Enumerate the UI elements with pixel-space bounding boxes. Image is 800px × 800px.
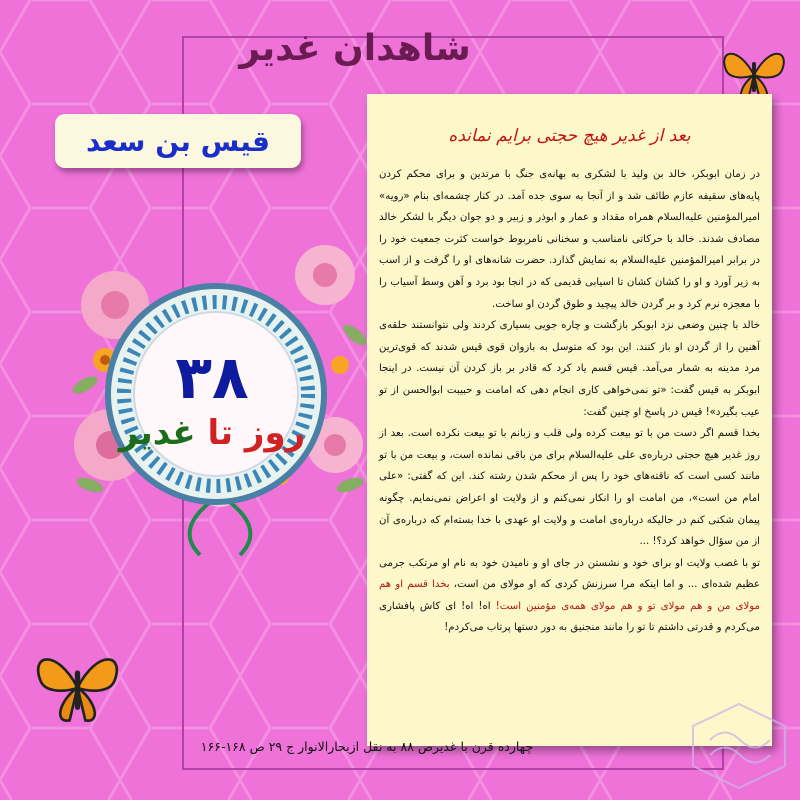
to-word: تا xyxy=(207,413,234,453)
countdown-label xyxy=(119,414,305,452)
page-title: شاهدان غدیر xyxy=(239,28,471,69)
closing-text: اه! اه! ای کاش پافشاری می‌کردم و قدرتی داشتم تا تو را مانند منجنیق به دور دستها پرتاب می‌کردم! xyxy=(379,600,760,634)
person-name-box xyxy=(55,114,301,168)
calligraphy-logo xyxy=(685,700,793,792)
story-paragraph: خالد با چنین وضعی نزد ابوبکر بازگشت و چاره جویی بسیاری کردند ولی نتوانستند حلقه‌ی آهنین را از گردن او باز کنند. این بود که متوسل به بازوان قوی قیس شدند که قوی‌ترین مرد مدینه به شمار می‌آمد. قیس قسم یاد کرد که قادر بر باز کردن آن نیست. در اینجا ابوبکر به قیس گفت: «تو نمی‌خواهی کاری انجام دهی که امامت و حبیبت ابوالحسن از تو عیب بگیرد»! قیس در پاسخ او چنین گفت: xyxy=(379,320,760,418)
story-panel xyxy=(367,94,772,746)
countdown-number: ۳۸ xyxy=(175,343,249,413)
story-paragraph: بخدا قسم اگر دست من با تو بیعت کرده ولی قلب و زبانم با تو بیعت نکرده است. بعد از روز غدیر هیچ حجتی درباره‌ی علی علیه‌السلام برای من باقی نمانده است، و بیعت من با تو مانند کسی است که ناقته‌های خود را پس از محکم شدن رشته کند. این که گفتی: «علی امام من است»، من امامت او را انکار نمی‌کنم و از ولایت او اعراض نمی‌نمایم. چگونه پیمان شکنی کنم در حالیکه درباره‌ی امامت و ولایت او عهدی با خدا بسته‌ام که درباره‌ی آن از من سؤال خواهد کرد؟! ... xyxy=(379,428,760,548)
days-word: روز xyxy=(244,413,306,453)
countdown-circle xyxy=(108,290,316,498)
ghadir-word: غدیر xyxy=(118,413,196,453)
person-name: قیس بن سعد xyxy=(85,124,271,158)
story-text: تو با غصب ولایت او برای خود و نشستن در جای او و نامیدن خود به نام او مرتکب جرمی عظیم شده‌ای ... و اما اینکه مرا سرزنش کردی که او مولای من است، xyxy=(379,557,760,591)
source-citation: چهارده قرن با غدیرص ۸۸ به نقل ازبحارالانوار ج ۲۹ ص ۱۶۸-۱۶۶ xyxy=(200,739,534,754)
story-heading: بعد از غدیر هیچ حجتی برایم نمانده xyxy=(448,126,691,146)
highlight-quote: بخدا قسم او هم مولای من و هم مولای تو و هم مولای همه‌ی مؤمنین است! xyxy=(379,579,760,612)
butterfly-icon xyxy=(30,640,125,735)
story-paragraph xyxy=(379,553,760,639)
story-paragraph: در زمان ابوبکر، خالد بن ولید با لشکری به بهانه‌ی جنگ با مرتدین و برای محکم کردن پایه‌های سقیفه عازم طائف شد و از آنجا به سوی جده آمد. در کنار چشمه‌ای بنام «رویه» امیرالمؤمنین علیه‌السلام همراه مقداد و عمار و ابوذر و زبیر و دو جوان دیگر با لشکر خالد مصادف شدند. خالد با حرکاتی نامناسب و سخنانی نامربوط خواست کثرت جمعیت خود را در برابر امیرالمؤمنین علیه‌السلام به نمایش گذارد. حضرت شانه‌های او را گرفت و از اسب به زیر آورد و او را کشان کشان تا اسیابی قدیمی که در انجا بود برد و آهن وسط آسیاب را با معجزه نرم کرد و بر گردن خالد پیچید و طوق گردن او ساخت. xyxy=(379,169,760,310)
